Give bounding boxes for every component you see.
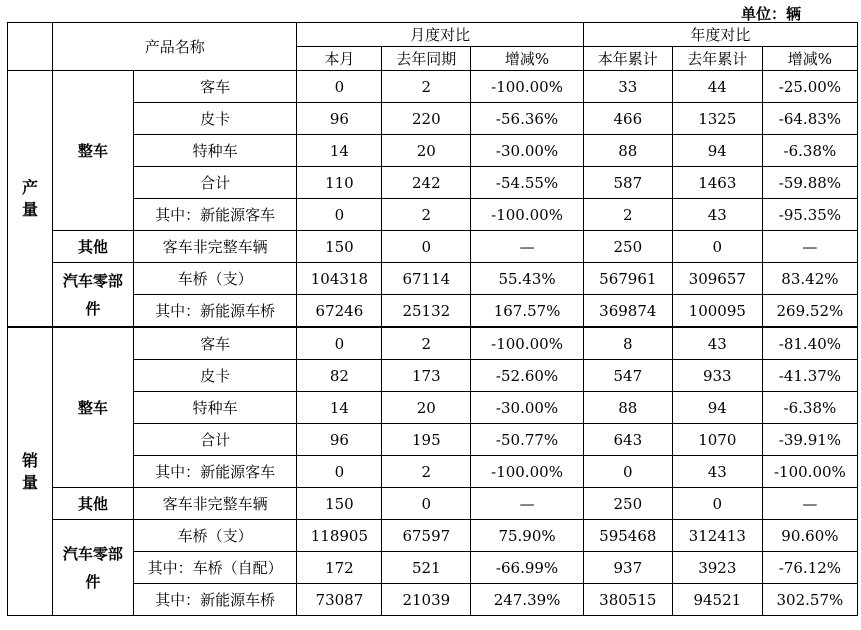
item-label: 特种车	[133, 392, 297, 424]
cell-ytd: 88	[583, 392, 672, 424]
cell-last-year-month: 195	[382, 424, 471, 456]
cell-current-month: 14	[297, 392, 382, 424]
cell-ytd: 466	[583, 103, 672, 135]
cell-current-month: 172	[297, 552, 382, 584]
item-label: 车桥（支）	[133, 263, 297, 295]
cell-current-month: 73087	[297, 584, 382, 616]
table-row	[8, 295, 858, 328]
item-label: 客车非完整车辆	[133, 488, 297, 520]
cell-change-year: -81.40%	[762, 327, 857, 360]
item-label: 客车	[133, 327, 297, 360]
table-row	[8, 488, 858, 520]
table-row	[8, 552, 858, 584]
item-label: 其中：车桥（自配）	[133, 552, 297, 584]
header-col-last-year-month: 去年同期	[382, 47, 471, 71]
cell-ytd: 567961	[583, 263, 672, 295]
item-label: 车桥（支）	[133, 520, 297, 552]
production-sales-table	[7, 22, 858, 616]
cell-change-year: -39.91%	[762, 424, 857, 456]
table-row	[8, 199, 858, 231]
cell-change-month: —	[471, 488, 584, 520]
cell-ytd: 250	[583, 488, 672, 520]
cell-current-month: 118905	[297, 520, 382, 552]
cell-last-ytd: 1325	[672, 103, 762, 135]
cell-last-year-month: 25132	[382, 295, 471, 328]
header-col-change-year: 增减%	[762, 47, 857, 71]
header-col-change-month: 增减%	[471, 47, 584, 71]
cell-ytd: 369874	[583, 295, 672, 328]
header-col-last-ytd: 去年累计	[672, 47, 762, 71]
table-row	[8, 71, 858, 103]
cell-change-year: 90.60%	[762, 520, 857, 552]
item-label: 合计	[133, 424, 297, 456]
cell-current-month: 0	[297, 456, 382, 488]
item-label: 其中：新能源车桥	[133, 584, 297, 616]
table-row	[8, 263, 858, 295]
table-row	[8, 424, 858, 456]
cell-ytd: 250	[583, 231, 672, 263]
cell-change-month: -52.60%	[471, 360, 584, 392]
cell-change-year: 83.42%	[762, 263, 857, 295]
cell-change-year: -95.35%	[762, 199, 857, 231]
cell-ytd: 595468	[583, 520, 672, 552]
cell-current-month: 0	[297, 327, 382, 360]
cell-last-year-month: 20	[382, 135, 471, 167]
cell-change-month: -50.77%	[471, 424, 584, 456]
group-label: 其他	[53, 231, 134, 263]
header-row-1	[8, 23, 858, 47]
table-row	[8, 167, 858, 199]
table-row	[8, 584, 858, 616]
item-label: 皮卡	[133, 103, 297, 135]
cell-last-ytd: 0	[672, 231, 762, 263]
cell-change-month: -100.00%	[471, 71, 584, 103]
cell-change-year: -59.88%	[762, 167, 857, 199]
table-row	[8, 231, 858, 263]
cell-ytd: 643	[583, 424, 672, 456]
item-label: 皮卡	[133, 360, 297, 392]
cell-change-month: -100.00%	[471, 327, 584, 360]
cell-change-month: -54.55%	[471, 167, 584, 199]
cell-last-ytd: 1463	[672, 167, 762, 199]
header-monthly: 月度对比	[297, 23, 583, 47]
cell-last-year-month: 2	[382, 199, 471, 231]
cell-current-month: 104318	[297, 263, 382, 295]
cell-change-year: -41.37%	[762, 360, 857, 392]
cell-change-month: 167.57%	[471, 295, 584, 328]
cell-ytd: 937	[583, 552, 672, 584]
cell-last-ytd: 94	[672, 135, 762, 167]
table-row	[8, 327, 858, 360]
cell-last-ytd: 94	[672, 392, 762, 424]
cell-last-ytd: 0	[672, 488, 762, 520]
header-col-ytd: 本年累计	[583, 47, 672, 71]
cell-last-year-month: 0	[382, 488, 471, 520]
cell-change-year: -64.83%	[762, 103, 857, 135]
cell-last-year-month: 2	[382, 456, 471, 488]
cell-change-year: -6.38%	[762, 392, 857, 424]
cell-last-ytd: 43	[672, 456, 762, 488]
cell-change-month: -100.00%	[471, 456, 584, 488]
cell-ytd: 2	[583, 199, 672, 231]
cell-last-ytd: 100095	[672, 295, 762, 328]
unit-label: 单位：辆	[740, 5, 801, 23]
group-label: 其他	[53, 488, 134, 520]
header-product-name: 产品名称	[53, 23, 297, 71]
cell-change-year: —	[762, 231, 857, 263]
cell-current-month: 0	[297, 199, 382, 231]
cell-current-month: 82	[297, 360, 382, 392]
group-label: 整车	[53, 71, 134, 231]
cell-last-year-month: 20	[382, 392, 471, 424]
cell-change-year: 269.52%	[762, 295, 857, 328]
item-label: 合计	[133, 167, 297, 199]
cell-last-ytd: 933	[672, 360, 762, 392]
cell-change-year: -76.12%	[762, 552, 857, 584]
cell-last-ytd: 3923	[672, 552, 762, 584]
cell-last-year-month: 2	[382, 327, 471, 360]
cell-last-ytd: 43	[672, 199, 762, 231]
cell-change-year: 302.57%	[762, 584, 857, 616]
cell-last-year-month: 2	[382, 71, 471, 103]
cell-change-month: -66.99%	[471, 552, 584, 584]
item-label: 客车非完整车辆	[133, 231, 297, 263]
cell-change-month: -30.00%	[471, 135, 584, 167]
cell-last-ytd: 1070	[672, 424, 762, 456]
cell-last-year-month: 67114	[382, 263, 471, 295]
cell-last-ytd: 44	[672, 71, 762, 103]
cell-ytd: 33	[583, 71, 672, 103]
table-row	[8, 456, 858, 488]
section-label: 销量	[8, 327, 53, 616]
cell-change-month: -30.00%	[471, 392, 584, 424]
cell-change-year: —	[762, 488, 857, 520]
cell-change-month: 55.43%	[471, 263, 584, 295]
cell-current-month: 110	[297, 167, 382, 199]
table-row	[8, 360, 858, 392]
cell-change-month: -100.00%	[471, 199, 584, 231]
table-row	[8, 103, 858, 135]
cell-last-year-month: 0	[382, 231, 471, 263]
cell-current-month: 14	[297, 135, 382, 167]
cell-ytd: 88	[583, 135, 672, 167]
cell-last-ytd: 312413	[672, 520, 762, 552]
cell-change-year: -6.38%	[762, 135, 857, 167]
cell-ytd: 8	[583, 327, 672, 360]
item-label: 其中：新能源客车	[133, 199, 297, 231]
cell-change-month: 247.39%	[471, 584, 584, 616]
cell-current-month: 150	[297, 231, 382, 263]
cell-change-month: -56.36%	[471, 103, 584, 135]
cell-last-year-month: 21039	[382, 584, 471, 616]
cell-last-year-month: 173	[382, 360, 471, 392]
cell-current-month: 96	[297, 424, 382, 456]
cell-last-ytd: 309657	[672, 263, 762, 295]
cell-last-year-month: 67597	[382, 520, 471, 552]
cell-last-ytd: 94521	[672, 584, 762, 616]
cell-change-month: 75.90%	[471, 520, 584, 552]
item-label: 其中：新能源车桥	[133, 295, 297, 328]
cell-ytd: 547	[583, 360, 672, 392]
cell-last-year-month: 220	[382, 103, 471, 135]
group-label: 汽车零部件	[53, 263, 134, 328]
item-label: 其中：新能源客车	[133, 456, 297, 488]
cell-ytd: 380515	[583, 584, 672, 616]
table-row	[8, 520, 858, 552]
cell-current-month: 96	[297, 103, 382, 135]
cell-change-year: -25.00%	[762, 71, 857, 103]
cell-ytd: 587	[583, 167, 672, 199]
cell-ytd: 0	[583, 456, 672, 488]
header-yearly: 年度对比	[583, 23, 857, 47]
cell-current-month: 150	[297, 488, 382, 520]
cell-change-month: —	[471, 231, 584, 263]
cell-change-year: -100.00%	[762, 456, 857, 488]
cell-current-month: 67246	[297, 295, 382, 328]
header-col-current-month: 本月	[297, 47, 382, 71]
cell-last-year-month: 242	[382, 167, 471, 199]
cell-last-ytd: 43	[672, 327, 762, 360]
group-label: 整车	[53, 327, 134, 488]
header-blank-cell	[8, 23, 53, 71]
cell-current-month: 0	[297, 71, 382, 103]
item-label: 特种车	[133, 135, 297, 167]
section-label: 产量	[8, 71, 53, 328]
table-row	[8, 135, 858, 167]
item-label: 客车	[133, 71, 297, 103]
cell-last-year-month: 521	[382, 552, 471, 584]
table-row	[8, 392, 858, 424]
group-label: 汽车零部件	[53, 520, 134, 616]
